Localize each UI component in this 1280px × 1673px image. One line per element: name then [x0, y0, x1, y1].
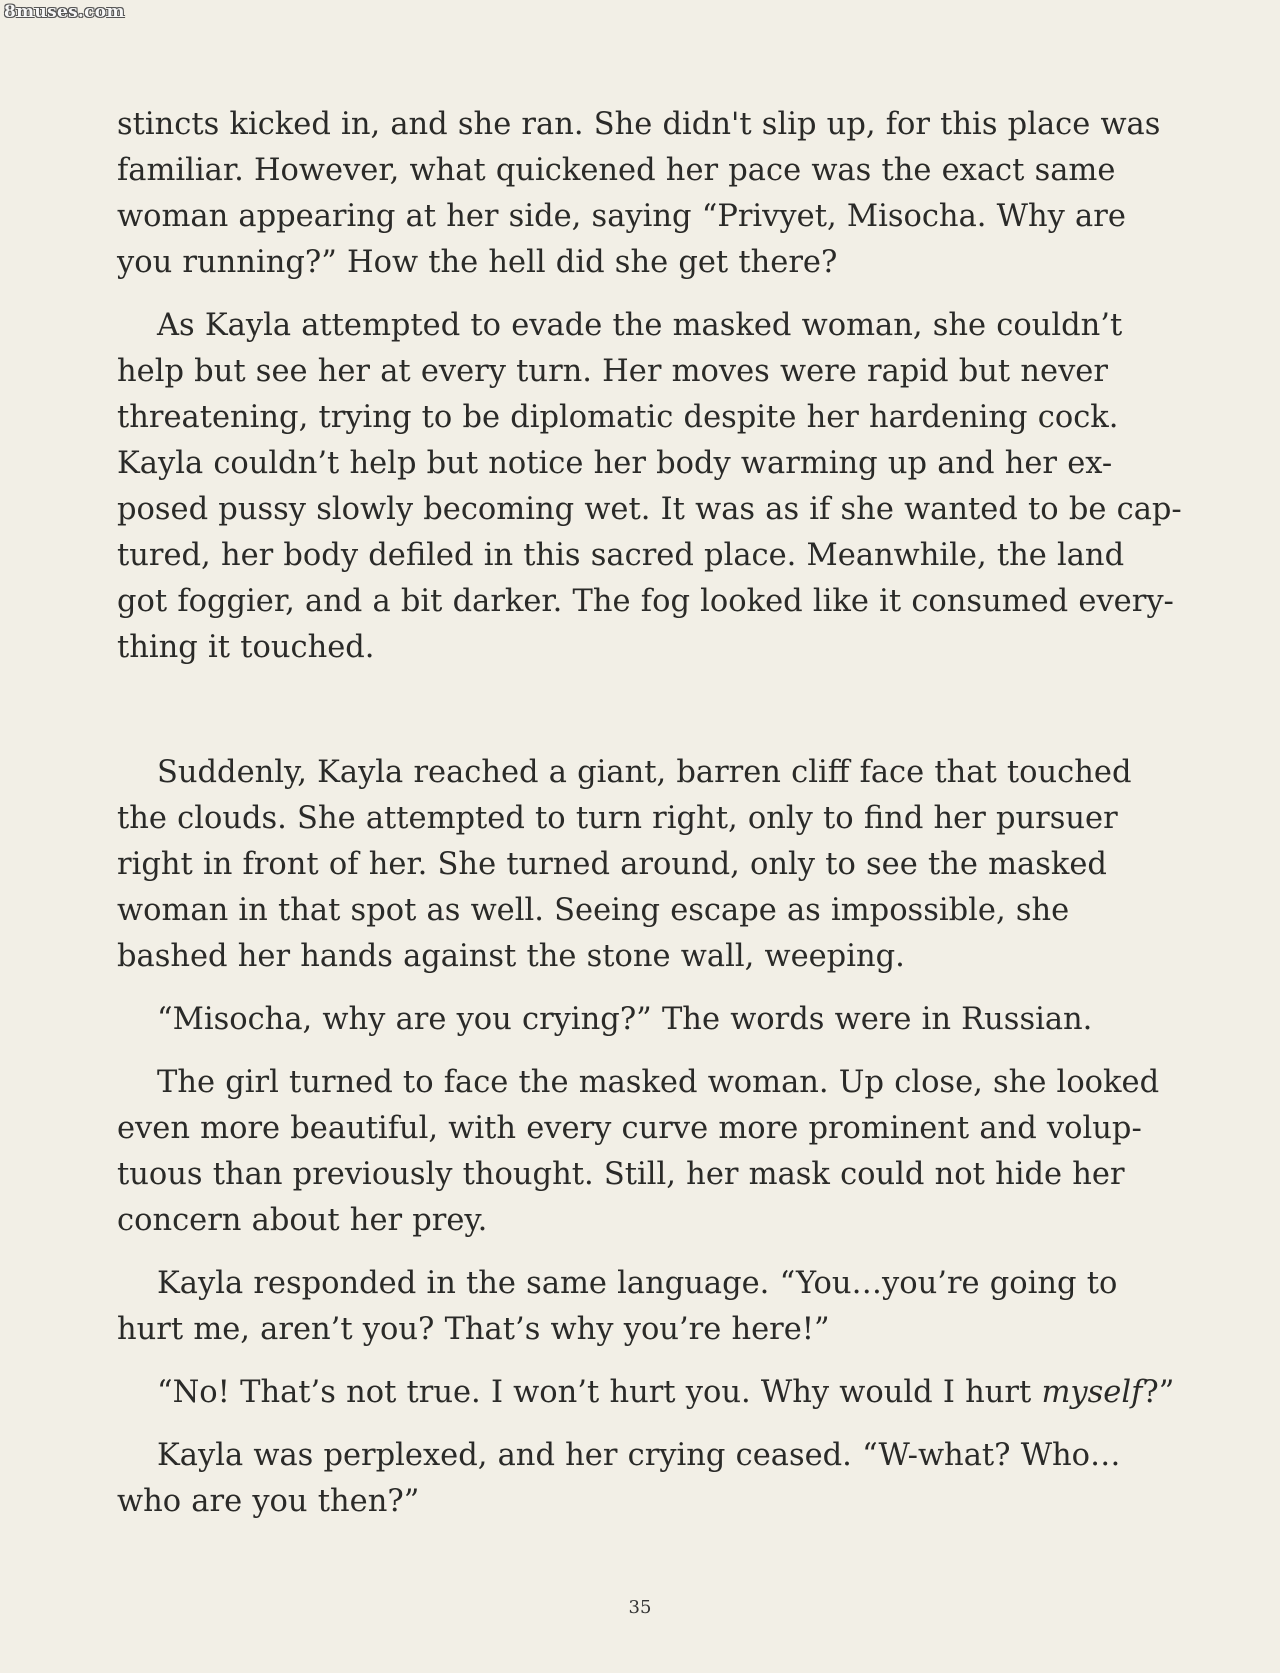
text-line: concern about her prey. — [117, 1203, 488, 1238]
text-line: familiar. However, what quickened her pace was the exact same — [117, 153, 1116, 188]
emphasized-word: myself — [1041, 1375, 1143, 1410]
paragraph — [117, 1261, 1177, 1353]
text-line: got foggier, and a bit darker. The fog looked like it consumed every- — [117, 584, 1174, 619]
site-watermark: 8muses.com — [4, 2, 125, 22]
line-tail: ?” — [1142, 1375, 1175, 1410]
text-line: Kayla couldn’t help but notice her body warming up and her ex- — [117, 446, 1113, 481]
text-line: posed pussy slowly becoming wet. It was as if she wanted to be cap- — [117, 492, 1182, 527]
text-line: hurt me, aren’t you? That’s why you’re here!” — [117, 1312, 830, 1347]
page-number: 35 — [628, 1597, 652, 1618]
paragraph — [117, 303, 1182, 671]
paragraph — [117, 1433, 1177, 1525]
text-line: The girl turned to face the masked woman. Up close, she looked — [157, 1065, 1160, 1100]
text-line — [117, 1370, 1177, 1416]
text-line: the clouds. She attempted to turn right, only to find her pursuer — [117, 801, 1118, 836]
text-line: Kayla responded in the same language. “You…you’re going to — [157, 1266, 1118, 1301]
text-line: stincts kicked in, and she ran. She didn't slip up, for this place was — [117, 107, 1161, 142]
text-line: thing it touched. — [117, 630, 375, 665]
paragraph — [117, 1060, 1177, 1244]
line-text: “No! That’s not true. I won’t hurt you. Why would I hurt — [157, 1375, 1042, 1410]
text-line: you running?” How the hell did she get there? — [117, 245, 838, 280]
paragraph — [117, 102, 1177, 286]
text-line: tuous than previously thought. Still, her mask could not hide her — [117, 1157, 1125, 1192]
text-line: who are you then?” — [117, 1484, 420, 1519]
text-line: threatening, trying to be diplomatic despite her hardening cock. — [117, 400, 1119, 435]
text-line: right in front of her. She turned around, only to see the masked — [117, 847, 1107, 882]
paragraph — [117, 1370, 1177, 1416]
text-line: “Misocha, why are you crying?” The words were in Russian. — [157, 1002, 1093, 1037]
text-line: woman appearing at her side, saying “Privyet, Misocha. Why are — [117, 199, 1126, 234]
page-body — [117, 102, 1182, 1525]
text-line: help but see her at every turn. Her moves were rapid but never — [117, 354, 1108, 389]
text-line: tured, her body defiled in this sacred place. Meanwhile, the land — [117, 538, 1125, 573]
text-line: Kayla was perplexed, and her crying ceased. “W-what? Who… — [157, 1438, 1121, 1473]
text-line: Suddenly, Kayla reached a giant, barren cliff face that touched — [157, 755, 1132, 790]
paragraph — [117, 997, 1177, 1043]
text-line: bashed her hands against the stone wall, weeping. — [117, 939, 905, 974]
text-line: even more beautiful, with every curve more prominent and volup- — [117, 1111, 1142, 1146]
text-line: As Kayla attempted to evade the masked woman, she couldn’t — [157, 308, 1123, 343]
text-line: woman in that spot as well. Seeing escape as impossible, she — [117, 893, 1070, 928]
paragraph — [117, 750, 1177, 980]
